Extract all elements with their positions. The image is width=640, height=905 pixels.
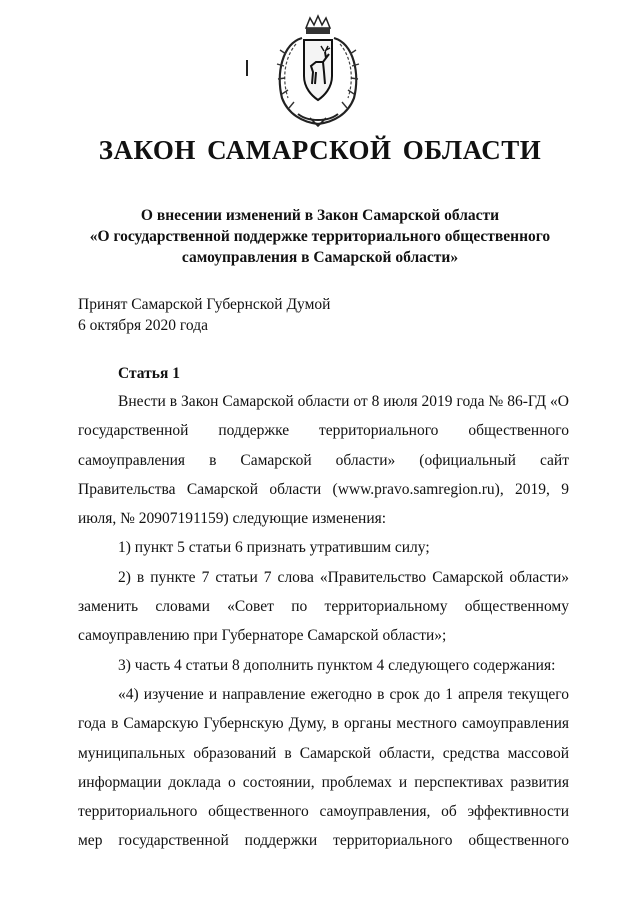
subtitle-line: О внесении изменений в Закон Самарской области: [140, 207, 500, 224]
law-title: ЗАКОН САМАРСКОЙ ОБЛАСТИ: [98, 135, 542, 165]
article-paragraph: 2) в пункте 7 статьи 7 слова «Правительство Самарской области» заменить словами «Совет по территориальному общественному самоуправлению при Губернаторе Самарской области»;: [78, 568, 569, 645]
coat-of-arms-emblem: [268, 14, 368, 130]
article-paragraph: 3) часть 4 статьи 8 дополнить пунктом 4 следующего содержания:: [118, 656, 556, 674]
article-body: [78, 387, 569, 856]
article-heading: Статья 1: [118, 365, 180, 382]
law-subtitle: [60, 205, 580, 268]
article-paragraph: 1) пункт 5 статьи 6 признать утратившим силу;: [118, 539, 430, 557]
subtitle-line: самоуправления в Самарской области»: [181, 249, 459, 266]
subtitle-line: «О государственной поддержке территориального общественного: [89, 228, 551, 245]
scan-margin-mark: [246, 60, 248, 76]
adopted-by: Принят Самарской Губернской Думой: [78, 296, 331, 313]
adoption-date: 6 октября 2020 года: [78, 317, 208, 334]
article-paragraph: «4) изучение и направление ежегодно в срок до 1 апреля текущего года в Самарскую Губернскую Думу, в органы местного самоуправления муниципальных образований в Самарской области, средства массовой информации доклада о состоянии, проблемах и перспективах развития территориального общественного самоуправления, об эффективности мер государственной поддержки территориального общественного: [78, 685, 569, 850]
adoption-info: [78, 294, 330, 336]
article-paragraph: Внести в Закон Самарской области от 8 июля 2019 года № 86-ГД «О государственной поддержке территориального общественного самоуправления в Самарской области» (официальный сайт Правительства Самарской области (www.pravo.samregion.ru), 2019, 9 июля, № 20907191159) следующие изменения:: [78, 393, 569, 528]
